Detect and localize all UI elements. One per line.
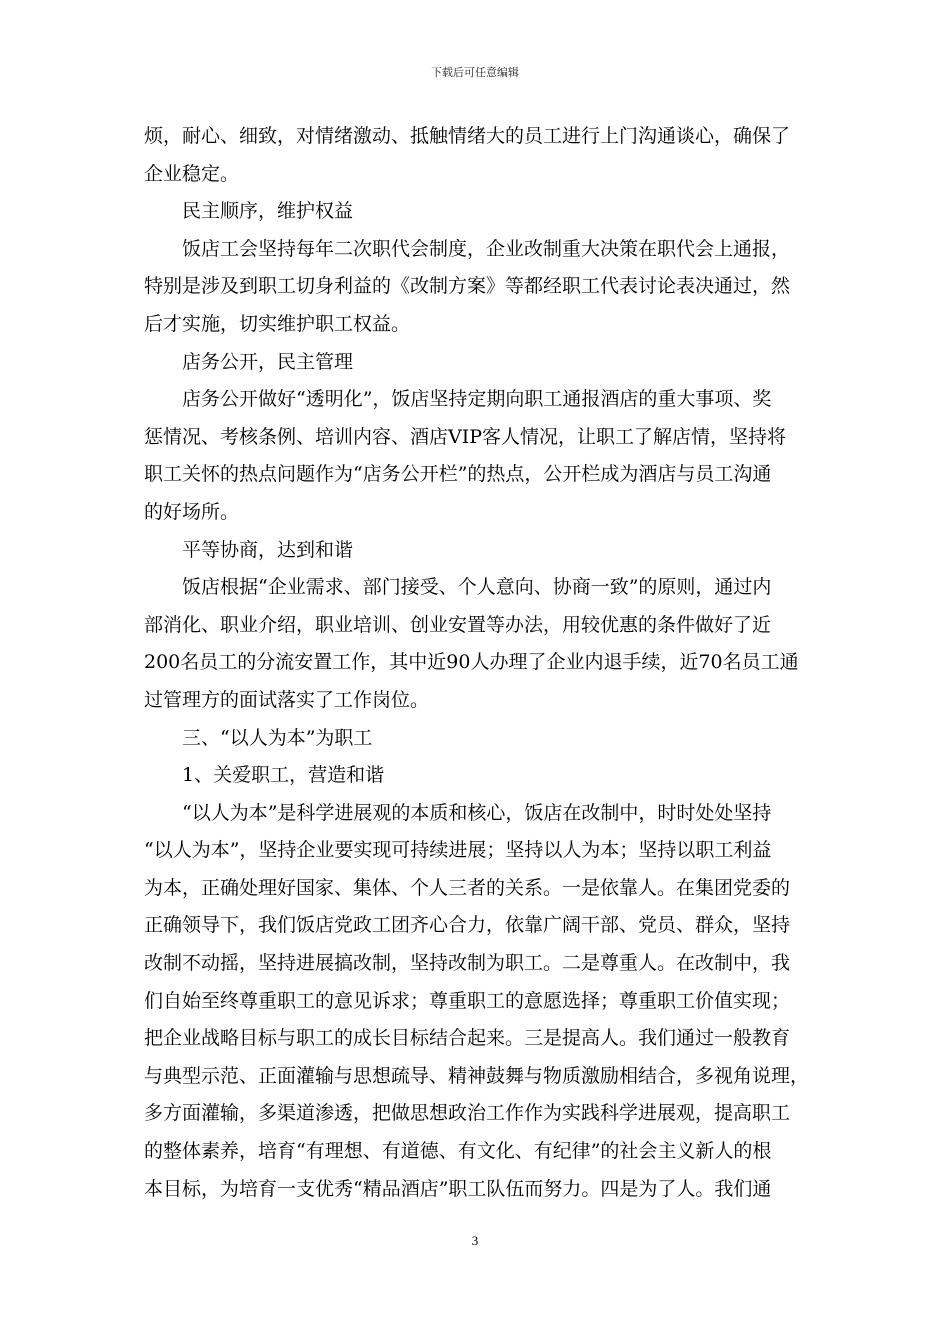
section-heading: 店务公开，民主管理 — [182, 350, 354, 373]
text-line: 为本，正确处理好国家、集体、个人三者的关系。一是依靠人。在集团党委的 — [144, 876, 791, 899]
text-line: “以人为本”，坚持企业要实现可持续进展；坚持以人为本；坚持以职工利益 — [144, 839, 772, 862]
text-line: 饭店根据“企业需求、部门接受、个人意向、协商一致”的原则，通过内 — [182, 576, 772, 599]
section-heading: 平等协商，达到和谐 — [182, 538, 354, 561]
page-number: 3 — [471, 1233, 479, 1248]
text-line: 后才实施，切实维护职工权益。 — [144, 312, 411, 335]
text-line: 200名员工的分流安置工作，其中近90人办理了企业内退手续，近70名员工通 — [144, 651, 799, 674]
text-line: “以人为本”是科学进展观的本质和核心，饭店在改制中，时时处处坚持 — [182, 801, 772, 824]
text-line: 特别是涉及到职工切身利益的《改制方案》等都经职工代表讨论表决通过，然 — [144, 275, 791, 298]
text-line: 多方面灌输，多渠道渗透，把做思想政治工作作为实践科学进展观，提高职工 — [144, 1102, 791, 1125]
text-line: 与典型示范、正面灌输与思想疏导、精神鼓舞与物质激励相结合，多视角说理， — [144, 1064, 810, 1087]
text-line: 的好场所。 — [144, 500, 240, 523]
text-line: 店务公开做好“透明化”，饭店坚持定期向职工通报酒店的重大事项、奖 — [182, 388, 772, 411]
text-line: 把企业战略目标与职工的成长目标结合起来。三是提高人。我们通过一般教育 — [144, 1027, 791, 1050]
text-line: 改制不动摇，坚持进展搞改制，坚持改制为职工。二是尊重人。在改制中，我 — [144, 952, 791, 975]
text-line: 部消化、职业介绍，职业培训、创业安置等办法，用较优惠的条件做好了近 — [144, 613, 772, 636]
page-header: 下载后可任意编辑 — [431, 66, 519, 79]
text-line: 的整体素养，培育“有理想、有道德、有文化、有纪律”的社会主义新人的根 — [144, 1140, 772, 1163]
text-line: 惩情况、考核条例、培训内容、酒店VIP客人情况，让职工了解店情，坚持将 — [144, 425, 787, 448]
document-body — [144, 118, 812, 1208]
text-line: 正确领导下，我们饭店党政工团齐心合力，依靠广阔干部、党员、群众，坚持 — [144, 914, 791, 937]
section-heading: 民主顺序，维护权益 — [182, 200, 354, 223]
section-heading: 1、关爱职工，营造和谐 — [182, 764, 385, 787]
text-line: 职工关怀的热点问题作为“店务公开栏”的热点，公开栏成为酒店与员工沟通 — [144, 463, 772, 486]
text-line: 本目标，为培育一支优秀“精品酒店”职工队伍而努力。四是为了人。我们通 — [144, 1177, 772, 1200]
text-line: 企业稳定。 — [144, 162, 240, 185]
text-line: 饭店工会坚持每年二次职代会制度，企业改制重大决策在职代会上通报， — [182, 237, 791, 260]
text-line: 们自始至终尊重职工的意见诉求；尊重职工的意愿选择；尊重职工价值实现； — [144, 989, 791, 1012]
text-line: 烦，耐心、细致，对情绪激动、抵触情绪大的员工进行上门沟通谈心，确保了 — [144, 125, 791, 147]
text-line: 过管理方的面试落实了工作岗位。 — [144, 688, 430, 711]
section-heading: 三、“以人为本”为职工 — [182, 726, 373, 749]
text-block — [144, 118, 812, 1208]
